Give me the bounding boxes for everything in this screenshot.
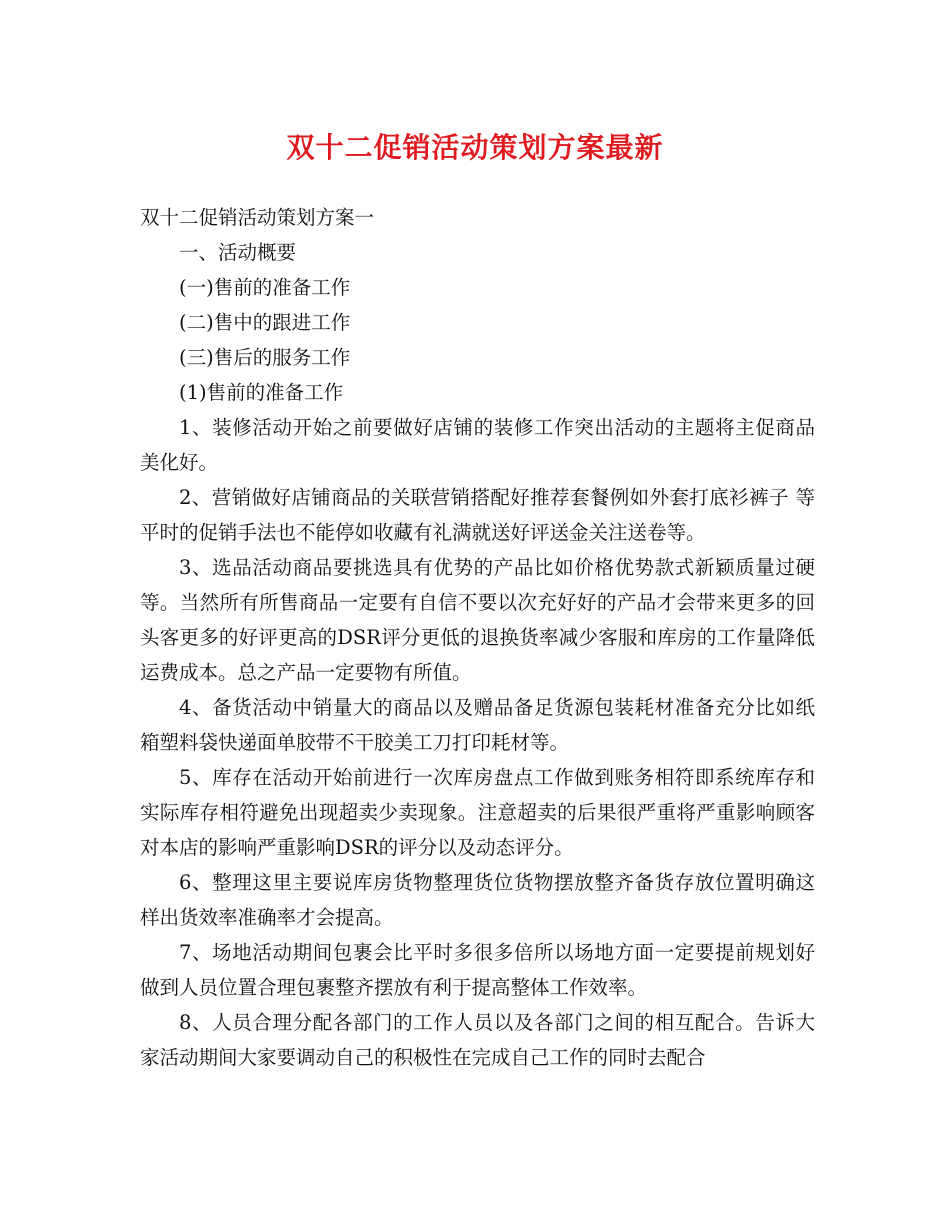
outline-heading: 一、活动概要 xyxy=(179,241,297,264)
paragraph: 8、人员合理分配各部门的工作人员以及各部门之间的相互配合。告诉大家活动期间大家要调动自己的积极性在完成自己工作的同时去配合 xyxy=(140,1011,815,1069)
outline-item: (二)售中的跟进工作 xyxy=(179,311,351,334)
subsection-heading: (1)售前的准备工作 xyxy=(179,381,344,404)
outline-item: (一)售前的准备工作 xyxy=(179,276,351,299)
paragraph: 3、选品活动商品要挑选具有优势的产品比如价格优势款式新颖质量过硬等。当然所有所售商品一定要有自信不要以次充好好的产品才会带来更多的回头客更多的好评更高的DSR评分更低的退换货率减少客服和库房的工作量降低运费成本。总之产品一定要物有所值。 xyxy=(140,556,815,684)
paragraph: 4、备货活动中销量大的商品以及赠品备足货源包装耗材准备充分比如纸箱塑料袋快递面单胶带不干胶美工刀打印耗材等。 xyxy=(140,696,815,754)
outline-item: (三)售后的服务工作 xyxy=(179,346,351,369)
section-heading: 双十二促销活动策划方案一 xyxy=(140,206,375,229)
document-body xyxy=(140,200,815,1075)
paragraph: 7、场地活动期间包裹会比平时多很多倍所以场地方面一定要提前规划好做到人员位置合理包裹整齐摆放有利于提高整体工作效率。 xyxy=(140,941,815,999)
paragraph: 6、整理这里主要说库房货物整理货位货物摆放整齐备货存放位置明确这样出货效率准确率才会提高。 xyxy=(140,871,815,929)
document-title: 双十二促销活动策划方案最新 xyxy=(286,131,664,164)
paragraph: 5、库存在活动开始前进行一次库房盘点工作做到账务相符即系统库存和实际库存相符避免出现超卖少卖现象。注意超卖的后果很严重将严重影响顾客对本店的影响严重影响DSR的评分以及动态评分。 xyxy=(140,766,815,859)
paragraph: 1、装修活动开始之前要做好店铺的装修工作突出活动的主题将主促商品美化好。 xyxy=(140,416,815,474)
paragraph: 2、营销做好店铺商品的关联营销搭配好推荐套餐例如外套打底衫裤子 等平时的促销手法也不能停如收藏有礼满就送好评送金关注送卷等。 xyxy=(140,486,815,544)
